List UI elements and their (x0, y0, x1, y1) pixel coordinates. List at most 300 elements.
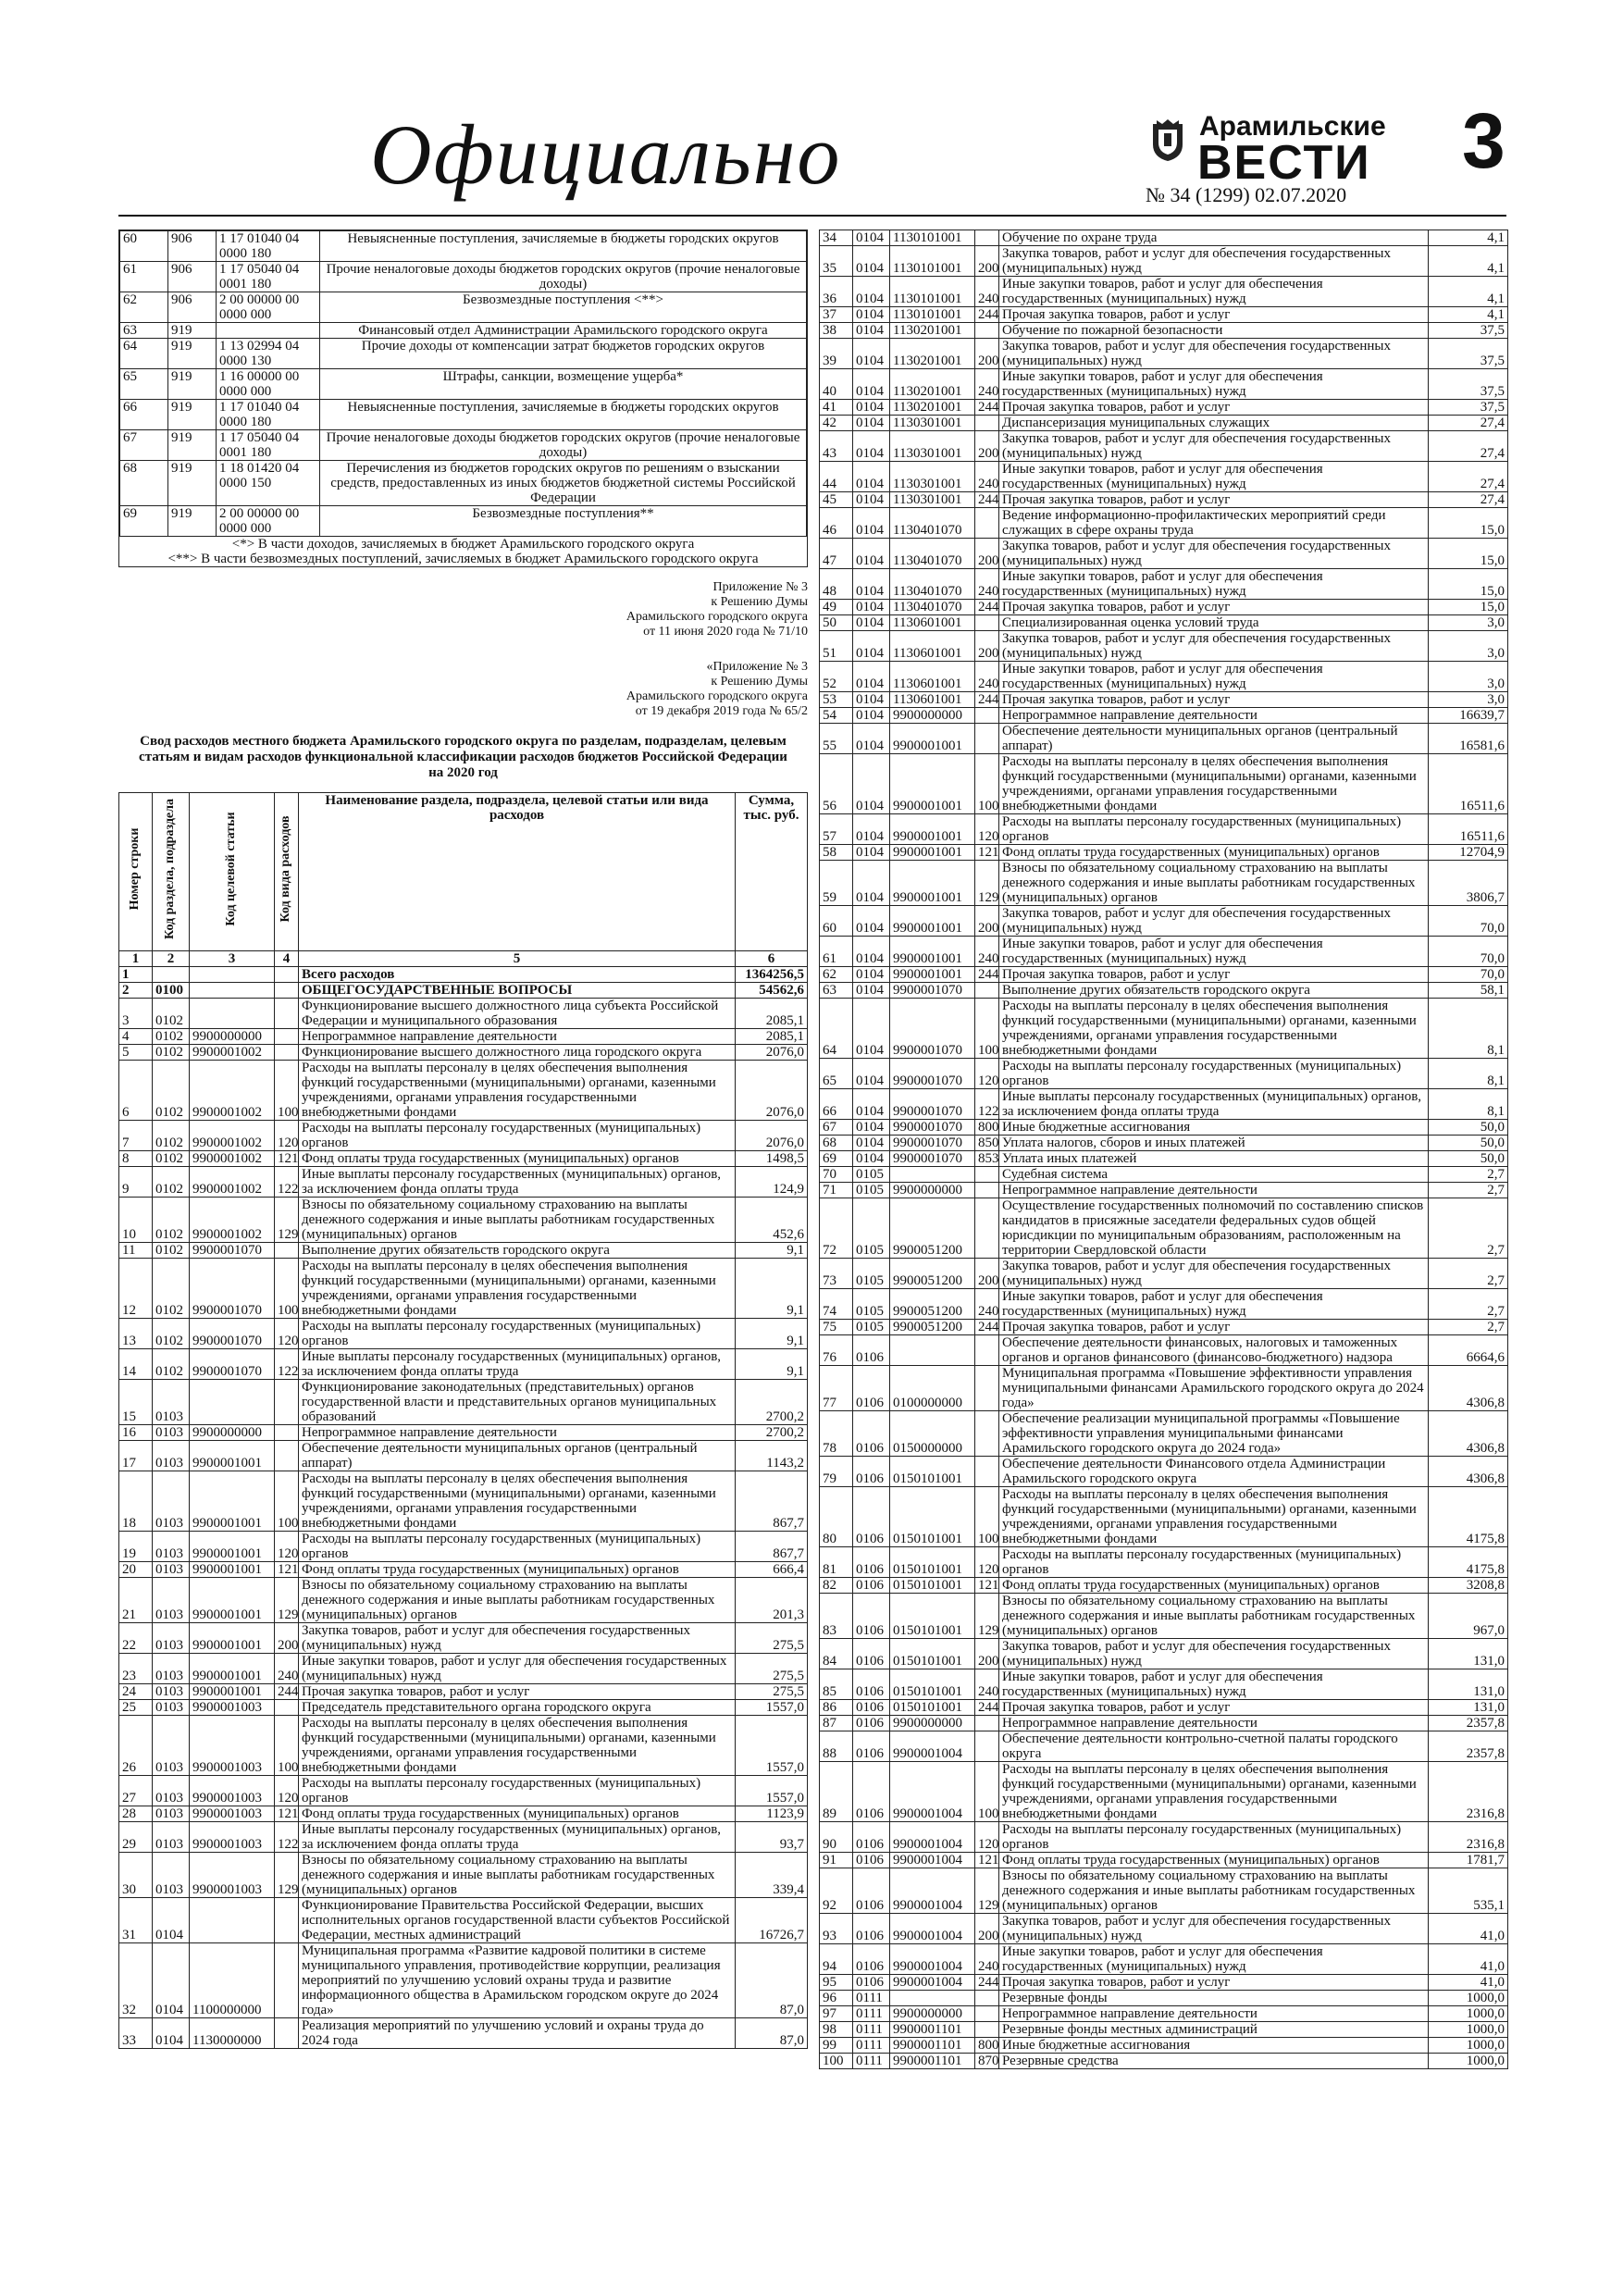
section-code: 0106 (853, 1411, 890, 1457)
row-number: 25 (119, 1700, 153, 1716)
sum-value: 1557,0 (736, 1716, 808, 1776)
row-number: 95 (820, 1975, 853, 1991)
expense-name: Закупка товаров, работ и услуг для обеспечения государственных (муниципальных) нужд (999, 906, 1429, 937)
expense-type-code: 200 (975, 1914, 999, 1944)
header-expense-type-code: Код вида расходов (275, 793, 299, 951)
section-code: 0104 (853, 492, 890, 508)
sum-value: 87,0 (736, 2018, 808, 2049)
target-code: 1130201001 (890, 400, 975, 416)
section-code: 0103 (153, 1425, 190, 1441)
table-row (119, 1943, 808, 2018)
expense-type-code (275, 1441, 299, 1471)
income-code: 1 18 01420 04 0000 150 (217, 461, 320, 506)
section-code: 0111 (853, 2038, 890, 2054)
row-number: 28 (119, 1806, 153, 1822)
expense-type-code: 121 (975, 845, 999, 861)
income-code: 2 00 00000 00 0000 000 (217, 292, 320, 323)
section-code: 0106 (853, 1975, 890, 1991)
section-code: 0104 (853, 814, 890, 845)
expense-name: Функционирование Правительства Российской Федерации, высших исполнительных органов государственной власти субъектов Российской Федерации, местных администраций (299, 1898, 736, 1943)
expense-type-code: 100 (275, 1471, 299, 1532)
expense-type-code: 200 (975, 431, 999, 462)
income-code: 1 17 05040 04 0001 180 (217, 262, 320, 292)
section-code: 0103 (153, 1380, 190, 1425)
expense-type-code: 200 (975, 906, 999, 937)
expense-type-code: 129 (975, 861, 999, 906)
section-code: 0111 (853, 1991, 890, 2006)
sum-value: 2700,2 (736, 1425, 808, 1441)
table-row (820, 1547, 1508, 1578)
table-row (820, 1700, 1508, 1716)
income-code: 2 00 00000 00 0000 000 (217, 506, 320, 537)
target-code (890, 1991, 975, 2006)
income-code (217, 323, 320, 339)
target-code: 9900001002 (190, 1045, 275, 1061)
table-row (120, 231, 807, 262)
expense-type-code (975, 230, 999, 246)
expense-type-code: 240 (975, 369, 999, 400)
section-code: 0104 (853, 937, 890, 967)
table-row (820, 1059, 1508, 1089)
target-code: 9900001003 (190, 1822, 275, 1853)
sum-value: 16581,6 (1429, 724, 1508, 754)
row-number: 27 (119, 1776, 153, 1806)
expense-name: Закупка товаров, работ и услуг для обеспечения государственных (муниципальных) нужд (999, 631, 1429, 662)
target-code: 0150101001 (890, 1594, 975, 1639)
row-number: 96 (820, 1991, 853, 2006)
target-code: 9900001001 (190, 1623, 275, 1654)
masthead (118, 93, 1506, 206)
row-number: 69 (120, 506, 168, 537)
expense-type-code: 121 (275, 1151, 299, 1167)
sum-value: 1557,0 (736, 1700, 808, 1716)
right-column (819, 230, 1508, 2069)
expense-name: Резервные фонды (999, 1991, 1429, 2006)
row-number: 15 (119, 1380, 153, 1425)
income-description: Прочие доходы от компенсации затрат бюджетов городских округов (320, 339, 807, 369)
expense-name: Расходы на выплаты персоналу государственных (муниципальных) органов (999, 1822, 1429, 1853)
expense-type-code: 240 (975, 462, 999, 492)
expense-name: Закупка товаров, работ и услуг для обеспечения государственных (муниципальных) нужд (999, 1914, 1429, 1944)
expense-name: Непрограммное направление деятельности (999, 1716, 1429, 1731)
expense-type-code: 800 (975, 2038, 999, 2054)
target-code: 1130101001 (890, 277, 975, 307)
sum-value: 2316,8 (1429, 1822, 1508, 1853)
target-code: 9900001001 (890, 861, 975, 906)
table-row (119, 1776, 808, 1806)
table-row (820, 1578, 1508, 1594)
target-code: 9900001101 (890, 2054, 975, 2069)
section-code: 0104 (853, 861, 890, 906)
expense-name: Расходы на выплаты персоналу в целях обеспечения выполнения функций государственными (муниципальными) органами, казенными учреждениями, органами управления государственными внебюджетными фондами (299, 1471, 736, 1532)
sum-value: 4,1 (1429, 277, 1508, 307)
row-number: 49 (820, 600, 853, 615)
sum-value: 1781,7 (1429, 1853, 1508, 1868)
row-number: 89 (820, 1762, 853, 1822)
table-row (820, 937, 1508, 967)
target-code: 9900001002 (190, 1061, 275, 1121)
sum-value: 3,0 (1429, 631, 1508, 662)
section-code: 0103 (153, 1684, 190, 1700)
table-row (820, 1320, 1508, 1335)
target-code: 1130301001 (890, 416, 975, 431)
table-row (119, 1061, 808, 1121)
section-code: 0106 (853, 1547, 890, 1578)
expense-type-code (975, 1457, 999, 1487)
sum-value: 41,0 (1429, 1975, 1508, 1991)
expense-type-code: 244 (975, 492, 999, 508)
expense-name: Судебная система (999, 1167, 1429, 1183)
table-row (820, 1120, 1508, 1136)
target-code: 9900001001 (190, 1441, 275, 1471)
section-code: 0104 (853, 369, 890, 400)
budget-table-right (819, 230, 1508, 2069)
table-row (820, 307, 1508, 323)
section-code: 0105 (853, 1198, 890, 1259)
expense-name: Иные закупки товаров, работ и услуг для обеспечения государственных (муниципальных) нужд (999, 937, 1429, 967)
expense-name: Закупка товаров, работ и услуг для обеспечения государственных (муниципальных) нужд (999, 431, 1429, 462)
section-code: 0104 (853, 692, 890, 708)
table-row (820, 246, 1508, 277)
sum-value: 15,0 (1429, 539, 1508, 569)
table-row (119, 1822, 808, 1853)
left-column (118, 230, 808, 2049)
table-row (820, 1136, 1508, 1151)
target-code: 1130401070 (890, 600, 975, 615)
expense-name: Иные закупки товаров, работ и услуг для обеспечения государственных (муниципальных) нужд (999, 662, 1429, 692)
row-number: 12 (119, 1259, 153, 1319)
table-row (120, 506, 807, 537)
target-code: 9900001001 (890, 724, 975, 754)
header-row-number: Номер строки (119, 793, 153, 951)
expense-name: Прочая закупка товаров, работ и услуг (299, 1684, 736, 1700)
target-code: 9900051200 (890, 1259, 975, 1289)
row-number: 20 (119, 1562, 153, 1578)
row-number: 57 (820, 814, 853, 845)
expense-name: Фонд оплаты труда государственных (муниципальных) органов (999, 1578, 1429, 1594)
header-sum: Сумма, тыс. руб. (736, 793, 808, 951)
target-code (190, 1898, 275, 1943)
expense-name: Непрограммное направление деятельности (299, 1425, 736, 1441)
section-code: 0106 (853, 1868, 890, 1914)
sum-value: 8,1 (1429, 999, 1508, 1059)
section-code: 0104 (853, 539, 890, 569)
row-number: 6 (119, 1061, 153, 1121)
expense-type-code (275, 999, 299, 1029)
row-number: 37 (820, 307, 853, 323)
row-number: 43 (820, 431, 853, 462)
sum-value: 8,1 (1429, 1089, 1508, 1120)
sum-value: 2357,8 (1429, 1716, 1508, 1731)
row-number: 51 (820, 631, 853, 662)
sum-value: 37,5 (1429, 369, 1508, 400)
target-code: 1130601001 (890, 662, 975, 692)
column-number: 6 (736, 951, 808, 967)
expense-type-code: 122 (275, 1349, 299, 1380)
row-number: 8 (119, 1151, 153, 1167)
target-code: 9900000000 (190, 1425, 275, 1441)
expense-name: Расходы на выплаты персоналу государственных (муниципальных) органов (999, 1547, 1429, 1578)
expense-type-code: 240 (975, 569, 999, 600)
section-code: 0104 (853, 569, 890, 600)
section-code: 0103 (153, 1700, 190, 1716)
section-code: 0104 (853, 708, 890, 724)
expense-name: Осуществление государственных полномочий по составлению списков кандидатов в присяжные заседатели федеральных судов общей юрисдикции по муниципальным образованиям, расположенным на территории Свердловской области (999, 1198, 1429, 1259)
expense-name: Иные выплаты персоналу государственных (муниципальных) органов, за исключением фонда оплаты труда (999, 1089, 1429, 1120)
income-description: Прочие неналоговые доходы бюджетов городских округов (прочие неналоговые доходы) (320, 262, 807, 292)
target-code: 9900001001 (190, 1532, 275, 1562)
expense-type-code (975, 724, 999, 754)
expense-type-code: 850 (975, 1136, 999, 1151)
section-code: 0103 (153, 1654, 190, 1684)
row-number: 79 (820, 1457, 853, 1487)
target-code: 9900001070 (890, 983, 975, 999)
income-description: Безвозмездные поступления** (320, 506, 807, 537)
sum-value: 2,7 (1429, 1320, 1508, 1335)
target-code: 9900001004 (890, 1822, 975, 1853)
table-row (820, 1716, 1508, 1731)
coat-of-arms-icon (1146, 118, 1190, 163)
row-number: 23 (119, 1654, 153, 1684)
column-number: 4 (275, 951, 299, 967)
sum-value: 93,7 (736, 1822, 808, 1853)
section-code: 0104 (853, 1120, 890, 1136)
expense-name: Закупка товаров, работ и услуг для обеспечения государственных (муниципальных) нужд (999, 1639, 1429, 1669)
table-row (820, 2006, 1508, 2022)
expense-type-code: 244 (275, 1684, 299, 1700)
row-number: 32 (119, 1943, 153, 2018)
expense-name: Специализированная оценка условий труда (999, 615, 1429, 631)
table-row (820, 1289, 1508, 1320)
row-number: 26 (119, 1716, 153, 1776)
expense-name: Непрограммное направление деятельности (299, 1029, 736, 1045)
document-title: Свод расходов местного бюджета Арамильского городского округа по разделам, подразделам, целевым статьям и видам расходов функциональной классификации расходов бюджетов Российской Федерации на 2020 год (139, 734, 787, 780)
expense-type-code: 100 (975, 1762, 999, 1822)
section-code: 0103 (153, 1471, 190, 1532)
row-number: 98 (820, 2022, 853, 2038)
expense-name: Резервные фонды местных администраций (999, 2022, 1429, 2038)
target-code: 9900001002 (190, 1198, 275, 1243)
table-row (820, 631, 1508, 662)
sum-value: 4306,8 (1429, 1411, 1508, 1457)
section-code: 0102 (153, 1243, 190, 1259)
expense-type-code: 121 (975, 1853, 999, 1868)
sum-value: 3806,7 (1429, 861, 1508, 906)
expense-type-code: 244 (975, 400, 999, 416)
expense-name: Иные закупки товаров, работ и услуг для обеспечения государственных (муниципальных) нужд (999, 1289, 1429, 1320)
section-code: 0104 (853, 999, 890, 1059)
section-code: 0104 (853, 339, 890, 369)
sum-value: 16511,6 (1429, 754, 1508, 814)
row-number: 39 (820, 339, 853, 369)
sum-value: 4,1 (1429, 307, 1508, 323)
expense-type-code: 240 (975, 662, 999, 692)
table-row (119, 1349, 808, 1380)
expense-type-code (275, 983, 299, 999)
sum-value: 2076,0 (736, 1045, 808, 1061)
expense-name: Иные бюджетные ассигнования (999, 1120, 1429, 1136)
section-code: 0103 (153, 1806, 190, 1822)
target-code: 9900001001 (890, 754, 975, 814)
row-number: 21 (119, 1578, 153, 1623)
expense-type-code: 129 (275, 1578, 299, 1623)
expense-name: Резервные средства (999, 2054, 1429, 2069)
target-code: 9900001001 (190, 1654, 275, 1684)
sum-value: 9,1 (736, 1259, 808, 1319)
sum-value: 666,4 (736, 1562, 808, 1578)
section-code: 0106 (853, 1578, 890, 1594)
table-row (820, 1731, 1508, 1762)
target-code: 9900001004 (890, 1762, 975, 1822)
table-row (820, 1853, 1508, 1868)
sum-value: 70,0 (1429, 967, 1508, 983)
income-table (119, 230, 807, 537)
sum-value: 6664,6 (1429, 1335, 1508, 1366)
section-code: 0100 (153, 983, 190, 999)
sum-value: 3,0 (1429, 615, 1508, 631)
target-code: 1130401070 (890, 539, 975, 569)
table-row (820, 861, 1508, 906)
section-code: 0105 (853, 1289, 890, 1320)
sum-value: 131,0 (1429, 1669, 1508, 1700)
target-code: 1130101001 (890, 307, 975, 323)
target-code: 9900001070 (890, 1136, 975, 1151)
target-code: 9900001004 (890, 1975, 975, 1991)
expense-type-code: 129 (275, 1853, 299, 1898)
expense-name: Прочая закупка товаров, работ и услуг (999, 307, 1429, 323)
target-code (190, 967, 275, 983)
table-row (820, 1669, 1508, 1700)
sum-value: 3208,8 (1429, 1578, 1508, 1594)
table-row (119, 1623, 808, 1654)
admin-code: 919 (168, 323, 217, 339)
expense-name: Расходы на выплаты персоналу государственных (муниципальных) органов (299, 1121, 736, 1151)
row-number: 66 (820, 1089, 853, 1120)
table-row (820, 323, 1508, 339)
target-code: 9900001101 (890, 2038, 975, 2054)
table-row (820, 983, 1508, 999)
table-row (119, 999, 808, 1029)
income-description: Невыясненные поступления, зачисляемые в бюджеты городских округов (320, 400, 807, 430)
target-code: 9900000000 (890, 708, 975, 724)
row-number: 81 (820, 1547, 853, 1578)
expense-type-code: 122 (275, 1822, 299, 1853)
row-number: 55 (820, 724, 853, 754)
expense-name: Функционирование высшего должностного лица городского округа (299, 1045, 736, 1061)
row-number: 35 (820, 246, 853, 277)
sum-value: 2085,1 (736, 999, 808, 1029)
target-code: 9900001070 (190, 1259, 275, 1319)
sum-value: 4,1 (1429, 230, 1508, 246)
expense-type-code: 120 (975, 814, 999, 845)
section-code: 0104 (853, 230, 890, 246)
target-code: 9900001002 (190, 1151, 275, 1167)
table-row (119, 1654, 808, 1684)
expense-type-code: 200 (975, 631, 999, 662)
section-code: 0104 (853, 906, 890, 937)
target-code: 9900001002 (190, 1167, 275, 1198)
target-code: 9900001002 (190, 1121, 275, 1151)
target-code: 1130401070 (890, 569, 975, 600)
sum-value: 41,0 (1429, 1944, 1508, 1975)
table-row (820, 754, 1508, 814)
section-code: 0103 (153, 1623, 190, 1654)
target-code: 0150101001 (890, 1547, 975, 1578)
table-row (119, 1425, 808, 1441)
sum-value: 9,1 (736, 1319, 808, 1349)
sum-value: 27,4 (1429, 416, 1508, 431)
row-number: 76 (820, 1335, 853, 1366)
expense-name: Муниципальная программа «Повышение эффективности управления муниципальными финансами Арамильского городского округа до 2024 года» (999, 1366, 1429, 1411)
table-row (119, 1045, 808, 1061)
expense-type-code: 244 (975, 692, 999, 708)
target-code: 9900001070 (890, 1059, 975, 1089)
expense-type-code (975, 1731, 999, 1762)
section-code: 0103 (153, 1441, 190, 1471)
sum-value: 275,5 (736, 1654, 808, 1684)
income-description: Невыясненные поступления, зачисляемые в бюджеты городских округов (320, 231, 807, 262)
sum-value: 27,4 (1429, 462, 1508, 492)
sum-value: 15,0 (1429, 569, 1508, 600)
expense-name: Муниципальная программа «Развитие кадровой политики в системе муниципального управления, противодействие коррупции, реализация мероприятий по улучшению условий охраны труда и развитие информационного общества в Арамильском городском округе до 2024 года» (299, 1943, 736, 2018)
table-row (820, 1975, 1508, 1991)
section-code: 0104 (853, 1089, 890, 1120)
expense-name: Обеспечение деятельности контрольно-счетной палаты городского округа (999, 1731, 1429, 1762)
table-row (119, 1806, 808, 1822)
row-number: 47 (820, 539, 853, 569)
expense-type-code: 244 (975, 1700, 999, 1716)
sum-value: 15,0 (1429, 600, 1508, 615)
table-row (119, 1198, 808, 1243)
sum-value: 2316,8 (1429, 1762, 1508, 1822)
expense-type-code: 120 (275, 1121, 299, 1151)
expense-type-code: 120 (975, 1059, 999, 1089)
target-code: 1130000000 (190, 2018, 275, 2049)
expense-type-code (975, 615, 999, 631)
target-code (890, 1335, 975, 1366)
page-number: 3 (1462, 97, 1505, 184)
target-code: 9900001001 (190, 1684, 275, 1700)
expense-type-code (275, 1243, 299, 1259)
expense-type-code: 200 (275, 1623, 299, 1654)
row-number: 59 (820, 861, 853, 906)
expense-type-code (275, 1029, 299, 1045)
expense-type-code (975, 1411, 999, 1457)
expense-type-code: 200 (975, 1259, 999, 1289)
row-number: 31 (119, 1898, 153, 1943)
expense-type-code: 244 (975, 1320, 999, 1335)
expense-type-code (975, 416, 999, 431)
section-code: 0111 (853, 2054, 890, 2069)
expense-name: Расходы на выплаты персоналу государственных (муниципальных) органов (999, 814, 1429, 845)
expense-name: Председатель представительного органа городского округа (299, 1700, 736, 1716)
target-code: 9900051200 (890, 1320, 975, 1335)
section-code: 0103 (153, 1578, 190, 1623)
section-code: 0104 (853, 400, 890, 416)
target-code: 9900001001 (190, 1562, 275, 1578)
header-target-code: Код целевой статьи (190, 793, 275, 951)
annex-line: Арамильского городского округа (626, 689, 808, 703)
table-row (119, 1532, 808, 1562)
income-code: 1 16 00000 00 0000 000 (217, 369, 320, 400)
expense-name: Взносы по обязательному социальному страхованию на выплаты денежного содержания и иные выплаты работникам государственных (муниципальных) органов (299, 1578, 736, 1623)
sum-value: 16511,6 (1429, 814, 1508, 845)
row-number: 66 (120, 400, 168, 430)
expense-name: Расходы на выплаты персоналу государственных (муниципальных) органов (999, 1059, 1429, 1089)
target-code: 0150101001 (890, 1639, 975, 1669)
target-code: 9900001001 (190, 1578, 275, 1623)
row-number: 17 (119, 1441, 153, 1471)
